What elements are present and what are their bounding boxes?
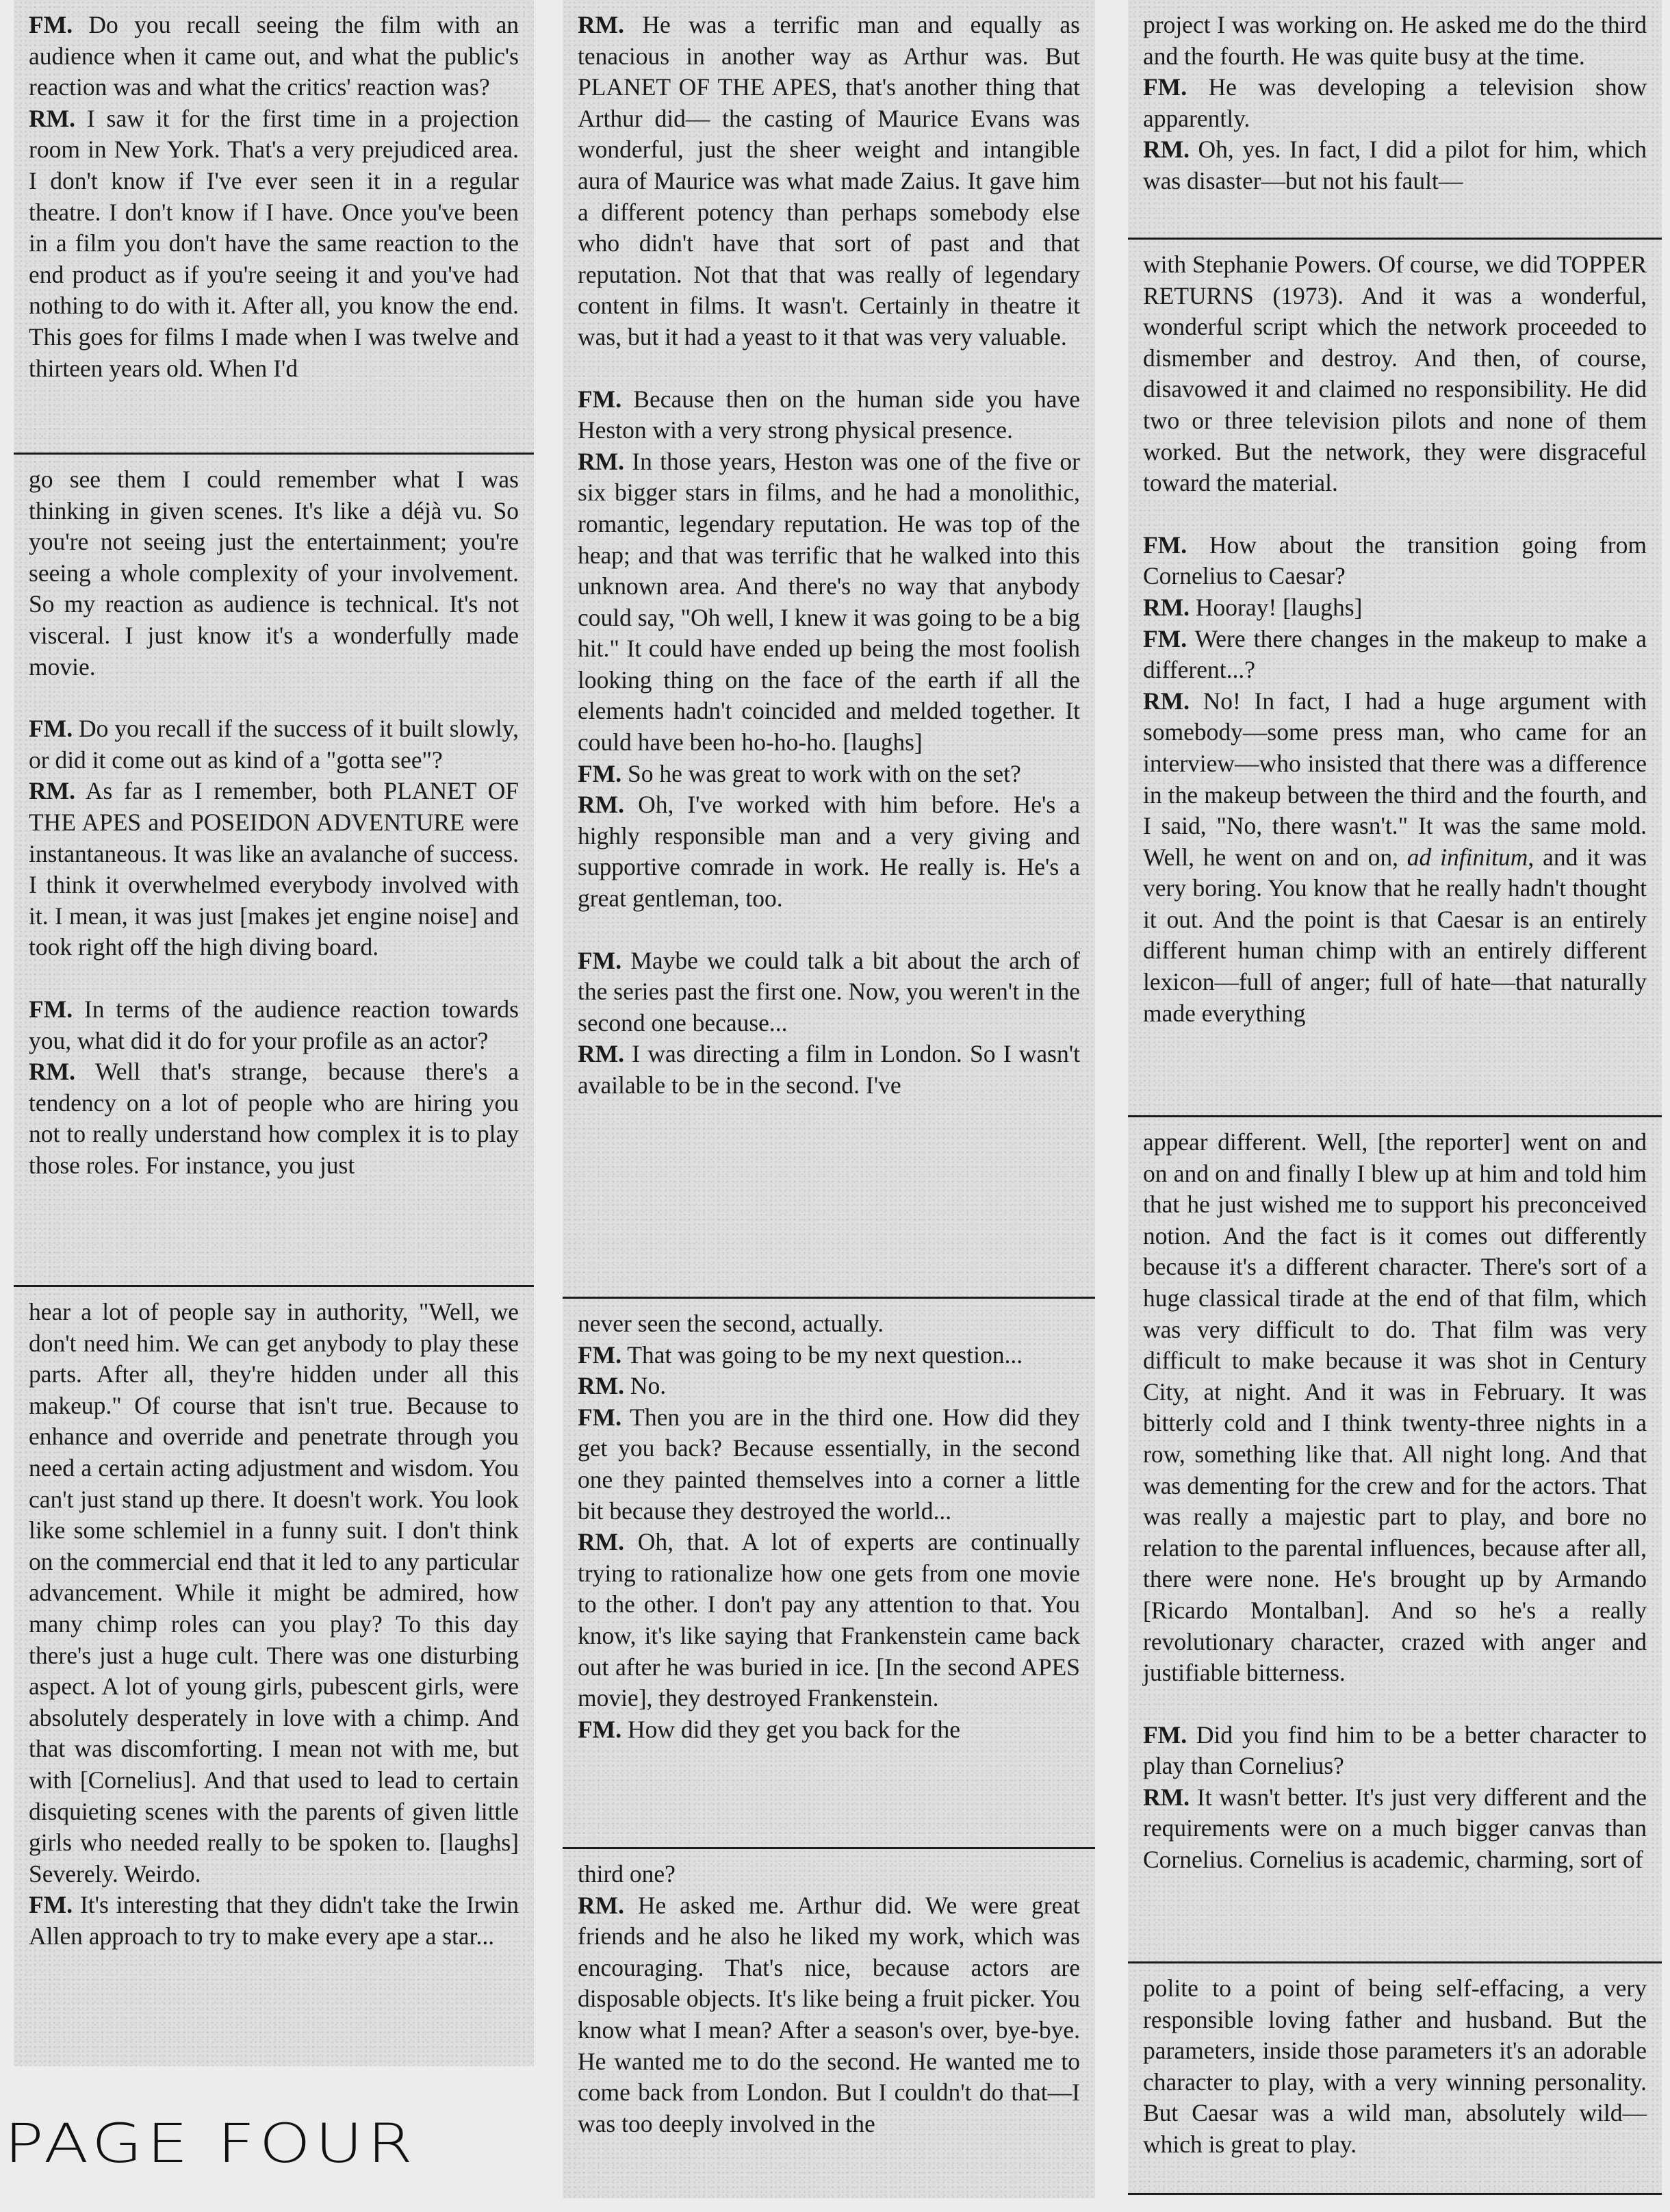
paragraph-text: No! In fact, I had a huge argument with somebody—some press man, who came for an interview—who insisted that there was a difference in the makeup between the third and the fourth, and I said, "No, there wasn't." It was the same mold. Well, he went on and on, xyxy=(1143,687,1647,871)
interview-paragraph xyxy=(1143,624,1647,686)
speaker-label: FM. xyxy=(578,385,622,413)
interview-paragraph xyxy=(578,1859,1080,1890)
paragraph-text: Were there changes in the makeup to make a different...? xyxy=(1143,624,1647,684)
interview-paragraph xyxy=(1143,249,1647,499)
interview-paragraph xyxy=(29,1890,519,1952)
clipping xyxy=(1128,240,1662,1117)
interview-paragraph xyxy=(578,1340,1080,1371)
interview-paragraph xyxy=(578,1714,1080,1746)
handwritten-page-label: PAGE FOUR xyxy=(4,2112,418,2175)
paragraph-text: Oh, that. A lot of experts are continually trying to rationalize how one gets from one movie to the other. I don't pay any attention to that. You know, it's like saying that Frankenstein came back out after he was buried in ice. [In the second APES movie], they destroyed Frankenstein. xyxy=(578,1528,1080,1712)
interview-paragraph xyxy=(578,10,1080,353)
clipping xyxy=(563,1299,1095,1849)
interview-paragraph xyxy=(1143,1720,1647,1782)
paragraph-text: He was a terrific man and equally as tenacious in another way as Arthur was. But PLANET OF THE APES, that's another thing that Arthur did— the casting of Maurice Evans was wonderful, just the sheer weight and intangible aura of Maurice was what made Zaius. It gave him a different potency than perhaps somebody else who didn't have that sort of past and that reputation. Not that that was really of legendary content in films. It wasn't. Certainly in theatre it was, but it had a yeast to it that was very valuable. xyxy=(578,11,1080,351)
speaker-label: FM. xyxy=(29,11,73,38)
paragraph-text: Maybe we could talk a bit about the arch of the series past the first one. Now, you weren't in the second one because... xyxy=(578,946,1080,1037)
interview-paragraph xyxy=(29,994,519,1056)
interview-paragraph xyxy=(29,776,519,963)
paragraph-text: go see them I could remember what I was thinking in given scenes. It's like a déjà vu. So you're not seeing just the entertainment; you're seeing a whole complexity of your involvement. So my reaction as audience is technical. It's not visceral. I just know it's a wonderfully made movie. xyxy=(29,466,519,681)
paragraph-text: polite to a point of being self-effacing, a very responsible loving father and husband. But the parameters, inside those parameters it's an adorable character to play, with a very winning personality. But Caesar was a wild man, absolutely wild—which is great to play. xyxy=(1143,1974,1647,2158)
clipping xyxy=(1128,1963,1662,2195)
interview-paragraph xyxy=(29,1056,519,1181)
paragraph-text: Oh, I've worked with him before. He's a highly responsible man and a very giving and supportive comrade in work. He really is. He's a great gentleman, too. xyxy=(578,791,1080,913)
interview-paragraph xyxy=(29,103,519,384)
speaker-label: FM. xyxy=(578,1403,622,1431)
paragraph-text: project I was working on. He asked me do the third and the fourth. He was quite busy at the time. xyxy=(1143,11,1647,70)
paragraph-text: No. xyxy=(624,1372,667,1400)
speaker-label: FM. xyxy=(1143,531,1187,559)
speaker-label: FM. xyxy=(578,946,622,974)
speaker-label: RM. xyxy=(1143,1783,1190,1811)
interview-paragraph xyxy=(1143,10,1647,72)
paragraph-text: Oh, yes. In fact, I did a pilot for him, which was disaster—but not his fault— xyxy=(1143,136,1647,194)
interview-paragraph xyxy=(1143,530,1647,592)
paragraph-text: It wasn't better. It's just very different and the requirements were on a much bigger canvas than Cornelius. Cornelius is academic, charming, sort of xyxy=(1143,1783,1647,1874)
speaker-label: FM. xyxy=(29,1891,73,1919)
paragraph-text: He asked me. Arthur did. We were great friends and he also he liked my work, which was encouraging. That's nice, because actors are disposable objects. It's like being a fruit picker. You know what I mean? After a season's over, bye-bye. He wanted me to do the second. He wanted me to come back from London. But I couldn't do that—I was too deeply involved in the xyxy=(578,1891,1080,2137)
interview-paragraph xyxy=(1143,72,1647,134)
speaker-label: FM. xyxy=(29,715,73,743)
interview-paragraph xyxy=(578,384,1080,446)
interview-paragraph xyxy=(29,713,519,776)
paragraph-text: As far as I remember, both PLANET OF THE APES and POSEIDON ADVENTURE were instantaneous. It was like an avalanche of success. I think it overwhelmed everybody involved with it. I mean, it was just [makes jet engine noise] and took right off the high diving board. xyxy=(29,777,519,961)
interview-paragraph xyxy=(578,1890,1080,2140)
speaker-label: RM. xyxy=(578,1891,625,1919)
interview-paragraph xyxy=(1143,592,1647,624)
column-3 xyxy=(1128,0,1662,2195)
paragraph-text: third one? xyxy=(578,1860,676,1887)
clipping xyxy=(563,1849,1095,2198)
paragraph-text: So he was great to work with on the set? xyxy=(621,759,1021,787)
paragraph-text: How did they get you back for the xyxy=(621,1715,960,1743)
interview-paragraph xyxy=(578,1527,1080,1714)
paragraph-text: In those years, Heston was one of the five or six bigger stars in films, and he had a monolithic, romantic, legendary reputation. He was top of the heap; and that was terrific that he walked into this unknown area. And there's no way that anybody could say, "Oh well, I knew it was going to be a big hit." It could have ended up being the most foolish looking thing on the face of the earth if all the elements hadn't coincided and melded together. It could have been ho-ho-ho. [laughs] xyxy=(578,447,1080,757)
paragraph-text: In terms of the audience reaction towards you, what did it do for your profile as an actor? xyxy=(29,995,519,1054)
speaker-label: RM. xyxy=(578,1528,625,1556)
interview-paragraph xyxy=(1143,1127,1647,1689)
speaker-label: RM. xyxy=(1143,136,1190,164)
speaker-label: FM. xyxy=(578,1715,622,1743)
clipping xyxy=(1128,1117,1662,1963)
speaker-label: RM. xyxy=(578,1040,625,1068)
interview-paragraph xyxy=(578,1308,1080,1340)
speaker-label: FM. xyxy=(1143,73,1187,101)
paragraph-text: Do you recall seeing the film with an audience when it came out, and what the public's reaction was and what the critics' reaction was? xyxy=(29,11,519,101)
interview-paragraph xyxy=(1143,134,1647,196)
paragraph-text: Because then on the human side you have Heston with a very strong physical presence. xyxy=(578,385,1080,444)
interview-paragraph xyxy=(578,1371,1080,1402)
speaker-label: FM. xyxy=(578,759,622,787)
paragraph-text: , and it was very boring. You know that he really hadn't thought it out. And the point is that Caesar is an entirely different human chimp with an entirely different lexicon—full of anger; full of hate—that naturally made everything xyxy=(1143,843,1647,1027)
paragraph-text: It's interesting that they didn't take the Irwin Allen approach to try to make every ape a star... xyxy=(29,1891,519,1950)
speaker-label: RM. xyxy=(578,11,625,38)
column-2 xyxy=(563,0,1095,2198)
paragraph-text: How about the transition going from Cornelius to Caesar? xyxy=(1143,531,1647,590)
interview-paragraph xyxy=(29,1297,519,1890)
speaker-label: RM. xyxy=(29,1058,76,1086)
speaker-label: RM. xyxy=(578,447,625,475)
speaker-label: RM. xyxy=(29,777,76,805)
paragraph-text: That was going to be my next question... xyxy=(621,1340,1023,1369)
paragraph-text: I was directing a film in London. So I wasn't available to be in the second. I've xyxy=(578,1040,1080,1099)
interview-paragraph xyxy=(29,10,519,103)
interview-paragraph xyxy=(578,1402,1080,1527)
paragraph-text: hear a lot of people say in authority, "Well, we don't need him. We can get anybody to play these parts. After all, they're hidden under all this makeup." Of course that isn't true. Because to enhance and override and penetrate through you need a certain acting adjustment and wisdom. You can't just stand up there. It doesn't work. You look like some schlemiel in a funny suit. I don't think on the commercial end that it led to any particular advancement. While it might be admired, how many chimp roles can you play? To this day there's just a huge cult. There was one disturbing aspect. A lot of young girls, pubescent girls, were absolutely desperately in love with a chimp. And that was discomforting. I mean not with me, but with [Cornelius]. And that used to lead to certain disquieting scenes with the parents of given little girls who needed really to be spoken to. [laughs] Severely. Weirdo. xyxy=(29,1298,519,1887)
interview-paragraph xyxy=(1143,1973,1647,2161)
interview-paragraph xyxy=(578,789,1080,914)
speaker-label: RM. xyxy=(29,104,76,132)
clipping xyxy=(14,455,534,1287)
speaker-label: RM. xyxy=(1143,593,1190,621)
interview-paragraph xyxy=(1143,686,1647,1030)
paragraph-text: never seen the second, actually. xyxy=(578,1310,884,1337)
interview-paragraph xyxy=(29,464,519,683)
italic-text: ad infinitum xyxy=(1406,843,1528,871)
clipping xyxy=(14,0,534,455)
paragraph-text: appear different. Well, [the reporter] went on and on and on and finally I blew up at him and told him that he just wished me to support his preconceived notion. And the fact is it comes out differently because it's a different character. There's sort of a huge classical tirade at the end of that film, which was very difficult to do. That film was very difficult to make because it was shot in Century City, at night. And it was in February. It was bitterly cold and I think twenty-three nights in a row, something like that. All night long. And that was dementing for the crew and for the actors. That was really a majestic part to play, and bore no relation to the parental influences, because after all, there were none. He's brought up by Armando [Ricardo Montalban]. And so he's a really revolutionary character, crazed with anger and justifiable bitterness. xyxy=(1143,1128,1647,1687)
speaker-label: RM. xyxy=(1143,687,1190,715)
clipping xyxy=(563,0,1095,1299)
column-1 xyxy=(14,0,534,2066)
paragraph-text: Then you are in the third one. How did they get you back? Because essentially, in the second one they painted themselves into a corner a little bit because they destroyed the world... xyxy=(578,1403,1080,1525)
interview-paragraph xyxy=(578,945,1080,1039)
speaker-label: FM. xyxy=(29,995,73,1023)
paragraph-text: Hooray! [laughs] xyxy=(1190,593,1363,621)
interview-paragraph xyxy=(578,446,1080,759)
paragraph-text: Did you find him to be a better character to play than Cornelius? xyxy=(1143,1720,1647,1780)
interview-paragraph xyxy=(1143,1782,1647,1876)
clipping xyxy=(1128,0,1662,240)
paragraph-text: Well that's strange, because there's a tendency on a lot of people who are hiring you not to really understand how complex it is to play those roles. For instance, you just xyxy=(29,1058,519,1179)
speaker-label: FM. xyxy=(1143,624,1187,652)
speaker-label: RM. xyxy=(578,1372,625,1400)
speaker-label: RM. xyxy=(578,791,625,819)
speaker-label: FM. xyxy=(1143,1720,1187,1749)
paragraph-text: I saw it for the first time in a projection room in New York. That's a very prejudiced area. I don't know if I've ever seen it in a regular theatre. I don't know if I have. Once you've been in a film you don't have the same reaction to the end product as if you're seeing it and you've had nothing to do with it. After all, you know the end. This goes for films I made when I was twelve and thirteen years old. When I'd xyxy=(29,104,519,382)
paragraph-text: He was developing a television show apparently. xyxy=(1143,73,1647,132)
interview-paragraph xyxy=(578,759,1080,790)
clipping xyxy=(14,1287,534,2066)
interview-paragraph xyxy=(578,1039,1080,1101)
speaker-label: FM. xyxy=(578,1340,622,1369)
paragraph-text: Do you recall if the success of it built slowly, or did it come out as kind of a "gotta see"? xyxy=(29,715,519,774)
paragraph-text: with Stephanie Powers. Of course, we did TOPPER RETURNS (1973). And it was a wonderful, wonderful script which the network proceeded to dismember and destroy. And then, of course, disavowed it and claimed no responsibility. He did two or three television pilots and none of them worked. But the network, they were disgraceful toward the material. xyxy=(1143,251,1647,497)
